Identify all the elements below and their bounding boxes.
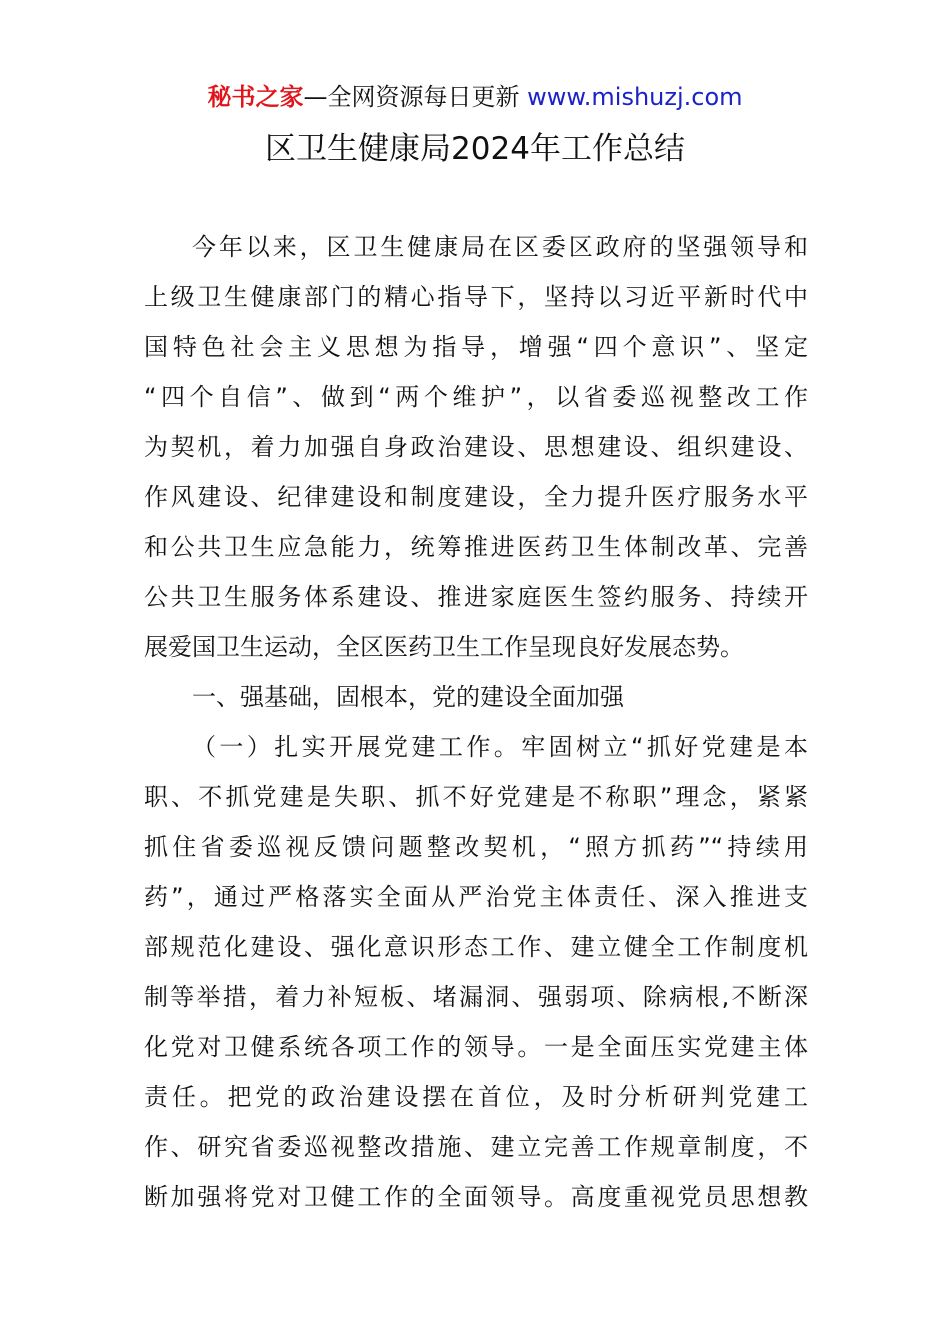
paragraph-2-line: 作、研究省委巡视整改措施、建立完善工作规章制度，不	[144, 1133, 808, 1161]
paragraph-2-line: 职、不抓党建是失职、抓不好党建是不称职”理念，紧紧	[144, 783, 808, 811]
paragraph-2-line: 药”，通过严格落实全面从严治党主体责任、深入推进支	[144, 883, 808, 911]
paragraph-2-line: 制等举措，着力补短板、堵漏洞、强弱项、除病根,不断深	[144, 983, 808, 1011]
paragraph-1-line: 作风建设、纪律建设和制度建设，全力提升医疗服务水平	[144, 483, 808, 511]
document-title: 区卫生健康局2024年工作总结	[265, 131, 685, 167]
document-body	[144, 222, 808, 1222]
section-heading-1: 一、强基础，固根本，党的建设全面加强	[192, 683, 624, 711]
paragraph-1-line: 今年以来，区卫生健康局在区委区政府的坚强领导和	[192, 233, 808, 261]
paragraph-2-line: 责任。把党的政治建设摆在首位，及时分析研判党建工	[144, 1083, 808, 1111]
brand-name: 秘书之家	[207, 83, 304, 111]
paragraph-2-line: 断加强将党对卫健工作的全面领导。高度重视党员思想教	[144, 1183, 808, 1211]
paragraph-2-line: （一）扎实开展党建工作。牢固树立“抓好党建是本	[192, 733, 808, 761]
paragraph-1-line: “四个自信”、做到“两个维护”，以省委巡视整改工作	[144, 383, 808, 411]
paragraph-1-line: 展爱国卫生运动，全区医药卫生工作呈现良好发展态势。	[144, 633, 744, 661]
paragraph-1-line: 国特色社会主义思想为指导，增强“四个意识”、坚定	[144, 333, 808, 361]
site-watermark-header	[0, 80, 950, 114]
paragraph-1-line: 和公共卫生应急能力，统筹推进医药卫生体制改革、完善	[144, 533, 808, 561]
paragraph-1-line: 为契机，着力加强自身政治建设、思想建设、组织建设、	[144, 433, 808, 461]
paragraph-2-line: 抓住省委巡视反馈问题整改契机，“照方抓药”“持续用	[144, 833, 808, 861]
paragraph-1-line: 公共卫生服务体系建设、推进家庭医生签约服务、持续开	[144, 583, 808, 611]
site-url: www.mishuzj.com	[527, 83, 743, 111]
paragraph-2-line: 化党对卫健系统各项工作的领导。一是全面压实党建主体	[144, 1033, 808, 1061]
header-tagline: —全网资源每日更新	[303, 83, 528, 111]
paragraph-2-line: 部规范化建设、强化意识形态工作、建立健全工作制度机	[144, 933, 808, 961]
paragraph-1-line: 上级卫生健康部门的精心指导下，坚持以习近平新时代中	[144, 283, 808, 311]
